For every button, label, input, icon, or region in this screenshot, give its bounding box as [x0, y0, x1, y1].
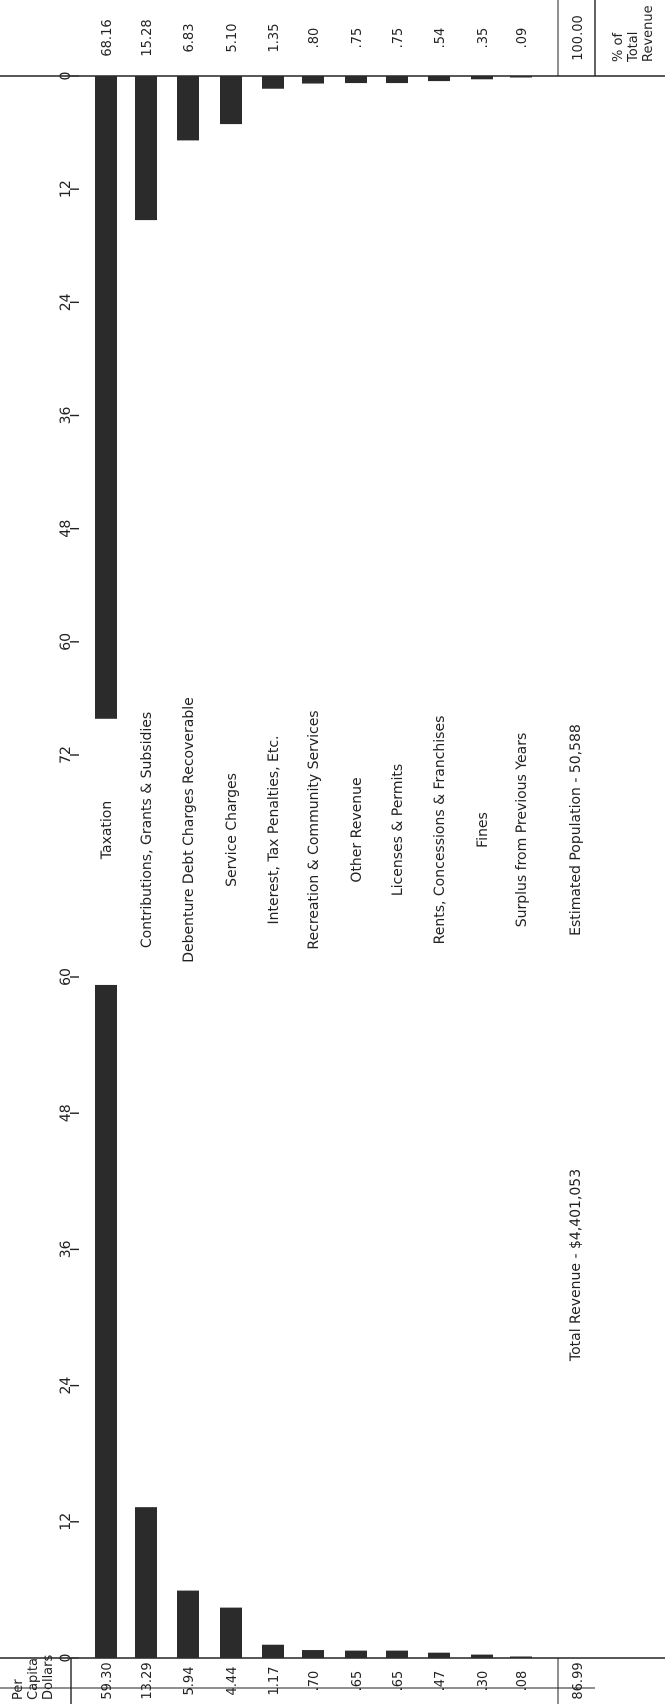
right-tick-label: 12 [58, 180, 74, 199]
per-capita-bar [386, 1651, 408, 1658]
percent-value: .54 [433, 27, 448, 49]
per-capita-value: .65 [350, 1670, 365, 1692]
left-tick-label: 48 [58, 1104, 74, 1123]
right-header-line-3: Revenue [641, 5, 656, 62]
percent-value: 15.28 [140, 19, 155, 57]
left-header-line-1: Per [11, 1679, 26, 1700]
right-tick-label: 0 [58, 71, 74, 81]
per-capita-bar [95, 985, 117, 1658]
per-capita-bar [345, 1651, 367, 1658]
percent-value: .80 [307, 27, 322, 49]
percent-bar [95, 76, 117, 719]
percent-value: 5.10 [225, 23, 240, 53]
percent-bar [428, 76, 450, 81]
category-label: Surplus from Previous Years [514, 732, 530, 928]
per-capita-bar [177, 1591, 199, 1658]
category-label: Taxation [99, 800, 115, 860]
per-capita-total: 86.99 [571, 1662, 586, 1700]
per-capita-bar [302, 1650, 324, 1658]
percent-bar [177, 76, 199, 140]
per-capita-values [100, 1662, 530, 1699]
percent-value: .75 [350, 27, 365, 49]
category-label: Service Charges [224, 773, 240, 887]
left-tick-label: 60 [58, 968, 74, 986]
percent-bar [471, 76, 493, 79]
percent-bar [220, 76, 242, 124]
percent-total: 100.00 [571, 15, 586, 61]
percent-bar [262, 76, 284, 89]
per-capita-bar [428, 1653, 450, 1658]
left-tick-label: 12 [58, 1512, 74, 1531]
right-tick-label: 24 [58, 293, 74, 312]
left-axis-ticks [58, 968, 79, 1662]
per-capita-value: 4.44 [225, 1666, 240, 1696]
percent-value: .75 [391, 27, 406, 49]
per-capita-value: .47 [433, 1670, 448, 1692]
per-capita-value: .30 [476, 1670, 491, 1692]
left-header [11, 1655, 56, 1700]
category-label: Contributions, Grants & Subsidies [139, 711, 155, 949]
percent-value: 6.83 [182, 23, 197, 53]
category-labels [99, 697, 530, 962]
percent-bar [302, 76, 324, 84]
per-capita-value: .70 [307, 1670, 322, 1692]
per-capita-value: 13.29 [140, 1662, 155, 1700]
percent-values [100, 19, 530, 56]
per-capita-bar [262, 1645, 284, 1658]
population-note: Estimated Population - 50,588 [568, 724, 584, 936]
per-capita-bars [95, 985, 532, 1658]
category-label: Licenses & Permits [390, 763, 406, 897]
percent-bar [135, 76, 157, 220]
category-label: Recreation & Community Services [306, 710, 322, 950]
left-tick-label: 24 [58, 1376, 74, 1395]
per-capita-value: 1.17 [267, 1666, 282, 1696]
left-header-line-2: Capita [26, 1658, 41, 1700]
right-axis-ticks [58, 72, 79, 764]
category-label: Debenture Debt Charges Recoverable [181, 697, 197, 963]
total-revenue-note: Total Revenue - $4,401,053 [568, 1168, 584, 1362]
right-header-line-2: Total [626, 31, 641, 62]
left-tick-label: 36 [58, 1240, 74, 1259]
per-capita-value: 5.94 [182, 1666, 197, 1696]
category-label: Other Revenue [349, 777, 365, 883]
percent-value: .09 [515, 27, 530, 49]
per-capita-value: 59.30 [100, 1662, 115, 1700]
left-tick-label: 0 [58, 1653, 74, 1663]
category-label: Interest, Tax Penalties, Etc. [266, 735, 282, 925]
percent-bar [510, 76, 532, 78]
per-capita-value: .08 [515, 1670, 530, 1692]
category-label: Rents, Concessions & Franchises [432, 715, 448, 945]
right-header [611, 5, 656, 63]
category-label: Fines [475, 812, 491, 848]
per-capita-bar [135, 1507, 157, 1658]
percent-value: 68.16 [100, 19, 115, 57]
percent-bar [345, 76, 367, 83]
per-capita-value: .65 [391, 1670, 406, 1692]
per-capita-bar [510, 1657, 532, 1659]
right-tick-label: 36 [58, 406, 74, 425]
percent-value: .35 [476, 27, 491, 49]
right-tick-label: 60 [58, 632, 74, 651]
per-capita-bar [220, 1608, 242, 1658]
percent-value: 1.35 [267, 23, 282, 53]
right-tick-label: 48 [58, 519, 74, 538]
right-header-line-1: % of [611, 32, 626, 62]
per-capita-bar [471, 1655, 493, 1658]
percent-bars [95, 76, 532, 719]
right-tick-label: 72 [58, 746, 74, 764]
percent-bar [386, 76, 408, 83]
left-header-line-3: Dollars [41, 1654, 56, 1700]
